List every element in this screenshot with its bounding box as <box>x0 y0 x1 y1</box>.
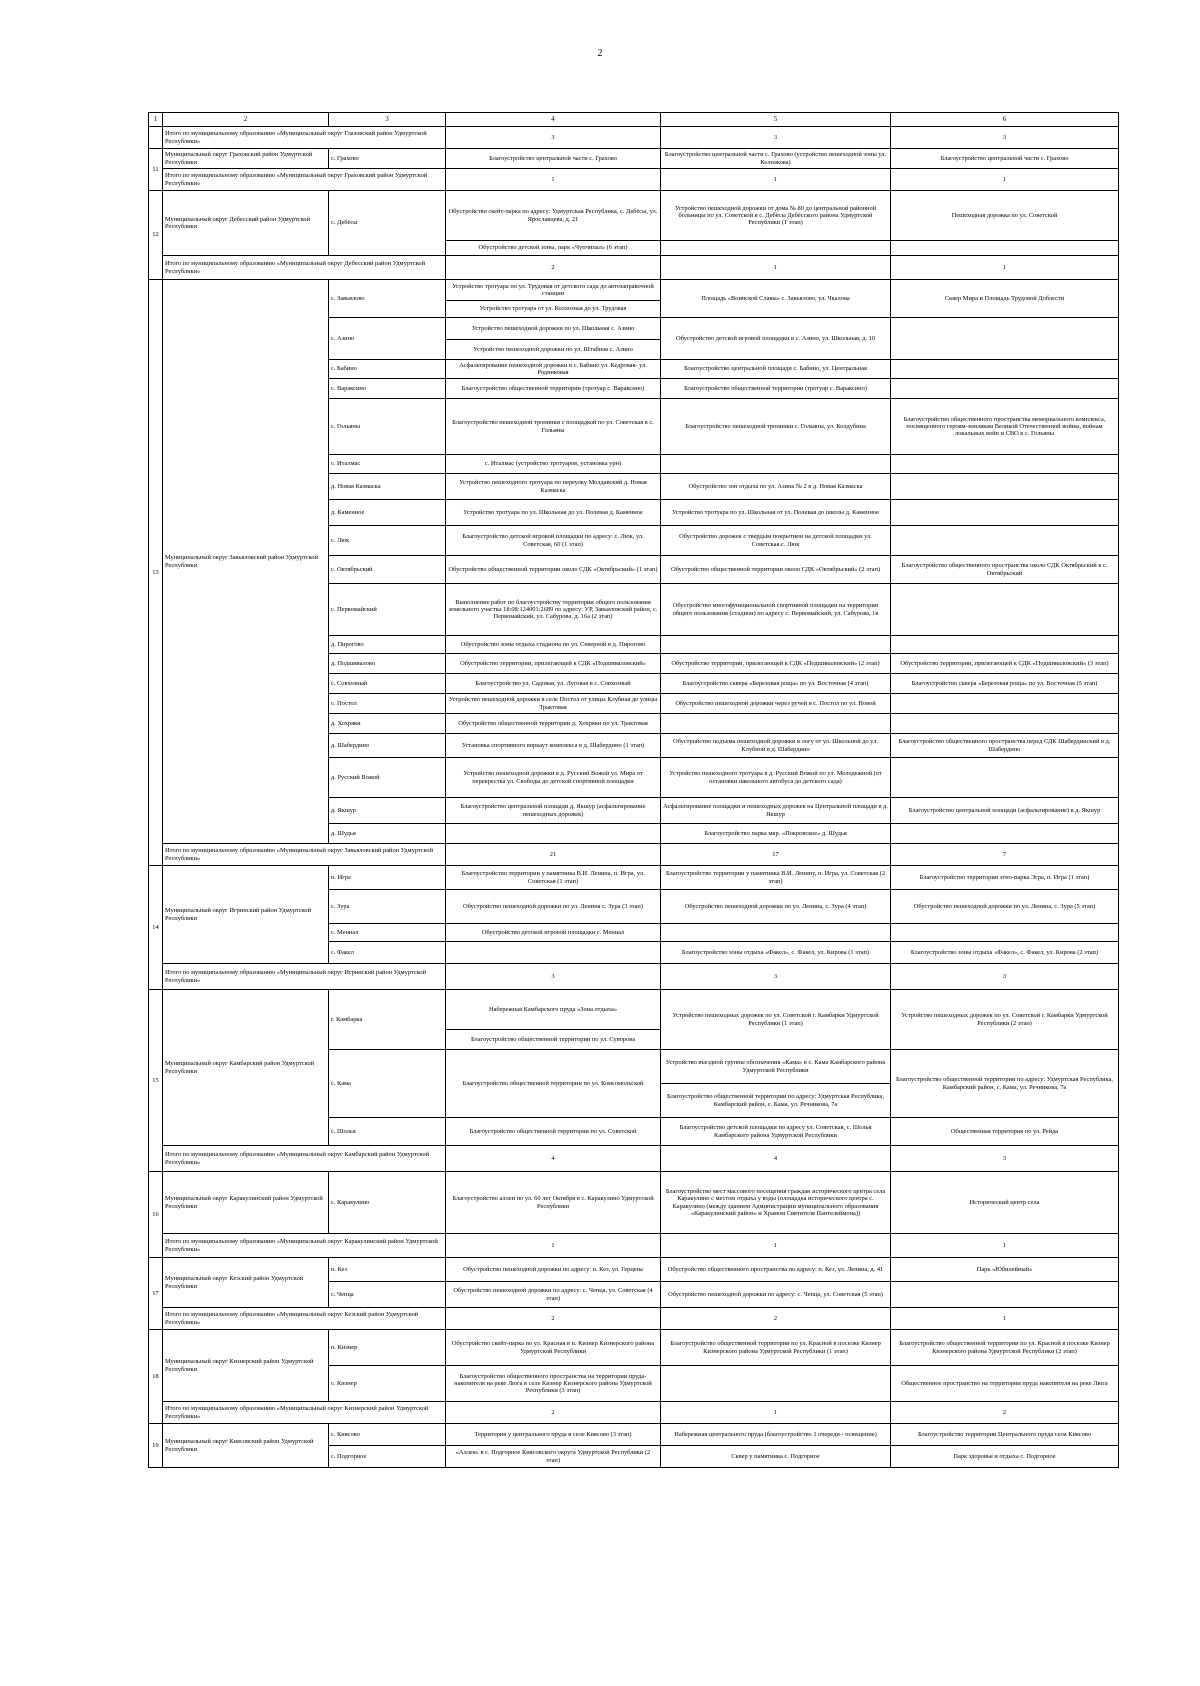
cell-col5 <box>661 455 891 474</box>
cell-col6 <box>891 758 1119 798</box>
cell-col5: Устройство пешеходных дорожек по ул. Советской г. Камбарки Удмуртской Республики (1 этап) <box>661 990 891 1050</box>
cell-col6: Исторический центр села <box>891 1172 1119 1234</box>
cell-col4: Выполнение работ по благоустройству территории общего пользования земельного участка 18:08:124001:2689 по адресу: УР, Завьяловский район, с. Первомайский, ул. Сабурова, д. 16а (2 этап) <box>446 584 661 636</box>
table-row <box>149 280 1119 301</box>
settlement-name: д. Шабердино <box>329 734 446 758</box>
cell-col6: Общественная территория по ул. Рейда <box>891 1118 1119 1146</box>
cell-col4: Благоустройство детской игровой площадки по адресу: с. Люк, ул. Советская, 60 (1 этап) <box>446 526 661 556</box>
total-row <box>149 127 1119 149</box>
cell-col5: Асфальтирование площадки и пешеходных дорожек на Центральной площади в д. Якшур <box>661 798 891 824</box>
cell-col5: 3 <box>661 964 891 990</box>
cell-col4: Устройство пешеходной дорожки по ул. Школьная с. Азино <box>446 318 661 340</box>
cell-col4: 21 <box>446 844 661 866</box>
cell-col6 <box>891 694 1119 714</box>
cell-col5: Обустройство детской игровой площадки в с. Азино, ул. Школьная, д. 10 <box>661 318 891 360</box>
cell-col6 <box>891 924 1119 942</box>
table-row <box>149 1424 1119 1446</box>
table-row <box>149 1330 1119 1366</box>
cell-col6: Обустройство территории, прилегающей к СДК «Подшиваловский» (3 этап) <box>891 654 1119 674</box>
total-row <box>149 1402 1119 1424</box>
total-row <box>149 1308 1119 1330</box>
cell-col5: Благоустройство центральной площади с. Бабино, ул. Центральная <box>661 360 891 379</box>
table-row <box>149 1258 1119 1282</box>
settlement-name: с. Октябрьский <box>329 556 446 584</box>
row-number: 12 <box>149 191 163 280</box>
cell-col6: Благоустройство зоны отдыха «Факел», с. Факел, ул. Кирова (2 этап) <box>891 942 1119 964</box>
total-row <box>149 169 1119 191</box>
cell-col5: Обустройство пешеходной дорожки через ручей в с. Постол по ул. Новой <box>661 694 891 714</box>
cell-col5: Обустройство общественного пространства по адресу: п. Кез, ул. Ленина, д. 41 <box>661 1258 891 1282</box>
cell-col4: Обустройство детской игровой площадки с. Мениал <box>446 924 661 942</box>
cell-col5 <box>661 714 891 734</box>
row-number: 17 <box>149 1258 163 1330</box>
district-name: Муниципальный округ Дебесский район Удмуртской Республики <box>163 191 329 256</box>
cell-col5: 1 <box>661 1402 891 1424</box>
row-number: 11 <box>149 149 163 191</box>
settlement-name: с. Италмас <box>329 455 446 474</box>
total-label: Итого по муниципальному образованию «Муниципальный округ Глазовский район Удмуртской Республики» <box>163 127 446 149</box>
district-name: Муниципальный округ Камбарский район Удмуртской Республики <box>163 990 329 1146</box>
cell-col5: Обустройство пешеходной дорожки по ул. Ленина, с. Зура (4 этап) <box>661 890 891 924</box>
cell-col5 <box>661 924 891 942</box>
total-label: Итого по муниципальному образованию «Муниципальный округ Камбарский район Удмуртской Республики» <box>163 1146 446 1172</box>
cell-col5: Обустройство дорожек с твердым покрытием на детской площадки ул. Советская.с. Люк <box>661 526 891 556</box>
district-name: Муниципальный округ Завьяловский район Удмуртской Республики <box>163 280 329 844</box>
total-label: Итого по муниципальному образованию «Муниципальный округ Дебесский район Удмуртской Республики» <box>163 256 446 280</box>
settlement-name: д. Каменное <box>329 500 446 526</box>
settlement-name: с. Зура <box>329 890 446 924</box>
settlement-name: с. Завьялово <box>329 280 446 318</box>
settlement-name: с. Люк <box>329 526 446 556</box>
settlement-name: с. Мениал <box>329 924 446 942</box>
cell-col4: Благоустройство общественного пространства на территории пруда-накопителя на реке Люга в селе Кизнер Кизнерского района Удмуртской Республики (3 этап) <box>446 1366 661 1402</box>
cell-col5: Благоустройство сквера «Березовая роща» по ул. Восточная (4 этап) <box>661 674 891 694</box>
settlement-name: с. Постол <box>329 694 446 714</box>
table-row <box>149 866 1119 890</box>
cell-col4: Обустройство общественной территории около СДК «Октябрьский» (1 этап) <box>446 556 661 584</box>
district-name: Муниципальный округ Кизнерский район Удмуртской Республики <box>163 1330 329 1402</box>
cell-col6: Парк здоровья и отдыха с. Подгорное <box>891 1446 1119 1468</box>
cell-col4: Благоустройство общественной территории по ул. Комсомольской <box>446 1050 661 1118</box>
total-label: Итого по муниципальному образованию «Муниципальный округ Каракулинский район Удмуртской Республики» <box>163 1234 446 1258</box>
cell-col5: Благоустройство центральной части с. Грахово (устройство пешеходной зоны ул. Колпакова) <box>661 149 891 169</box>
cell-col6: 3 <box>891 1146 1119 1172</box>
cell-col4: Обустройство скейт-парка по ул. Красная в п. Кизнер Кизнерского района Удмуртской Республики <box>446 1330 661 1366</box>
cell-col6 <box>891 584 1119 636</box>
settlement-name: с. Кизнер <box>329 1366 446 1402</box>
cell-col6 <box>891 379 1119 399</box>
cell-col5: Благоустройство мест массового посещения граждан исторического центра села Каракулино с местом отдыха у воды (площадка исторического центра с. Каракулино (между зданием Администрации муниципального образования «Каракулинский район» и Храмом Святителя Пантелеймона)) <box>661 1172 891 1234</box>
cell-col4: Благоустройство центральной площади д. Якшур (асфальтирование пешеходных дорожек) <box>446 798 661 824</box>
settlement-name: п. Кизнер <box>329 1330 446 1366</box>
settlement-name: с. Первомайский <box>329 584 446 636</box>
settlement-name: п. Кез <box>329 1258 446 1282</box>
cell-col6 <box>891 360 1119 379</box>
cell-col5: Обустройство подъема пешеходной дорожки в логу от ул. Школьной до ул. Клубной в д. Шабердино <box>661 734 891 758</box>
cell-col6: Благоустройство общественного пространства перед СДК Шабердинский в д. Шабердино <box>891 734 1119 758</box>
cell-col5: Благоустройство общественной территории по ул. Красной в поселке Кизнер Кизнерского района Удмуртской Республики (1 этап) <box>661 1330 891 1366</box>
cell-col4: Установка спортивного воркаут комплекса в д. Шабердино (1 этап) <box>446 734 661 758</box>
cell-col5: Устройство тротуара по ул. Школьная от ул. Полевая до школы д. Каменное <box>661 500 891 526</box>
cell-col5: Обустройство многофункциональной спортивной площадки на территории общего пользования (стадион) по адресу с. Первомайский, ул. Сабурова, 1в <box>661 584 891 636</box>
cell-col5: 17 <box>661 844 891 866</box>
cell-col5: 4 <box>661 1146 891 1172</box>
cell-col4: Благоустройство общественной территории по ул. Суворова <box>446 1030 661 1050</box>
settlement-name: д. Подшивалово <box>329 654 446 674</box>
row-number: 13 <box>149 280 163 866</box>
cell-col5: Площадь «Воинской Славы» с. Завьялово, ул. Чкалова <box>661 280 891 318</box>
cell-col6: 2 <box>891 1402 1119 1424</box>
cell-col6: 7 <box>891 844 1119 866</box>
settlement-name: с. Каракулино <box>329 1172 446 1234</box>
total-label: Итого по муниципальному образованию «Муниципальный округ Завьяловский район Удмуртской Республики» <box>163 844 446 866</box>
cell-col6: 3 <box>891 127 1119 149</box>
cell-col4: Устройство пешеходной дорожки в селе Постол от улицы Клубная до улицы Трактовая <box>446 694 661 714</box>
settlement-name: д. Пирогово <box>329 636 446 654</box>
cell-col6 <box>891 824 1119 844</box>
cell-col6: Пешеходная дорожка по ул. Советской <box>891 191 1119 241</box>
cell-col4: Благоустройство общественной территории по ул. Советской <box>446 1118 661 1146</box>
cell-col4: Обустройство зоны отдыха стадиона по ул. Северной в д. Пирогово <box>446 636 661 654</box>
row-number <box>149 127 163 149</box>
cell-col5: Благоустройство зоны отдыха «Факел», с. Факел, ул. Кирова (1 этап) <box>661 942 891 964</box>
cell-col6 <box>891 1282 1119 1308</box>
row-number: 18 <box>149 1330 163 1424</box>
cell-col6 <box>891 714 1119 734</box>
cell-col4: 1 <box>446 169 661 191</box>
cell-col5 <box>661 241 891 256</box>
cell-col5: Обустройство общественной территории около СДК «Октябрьский» (2 этап) <box>661 556 891 584</box>
cell-col4: «Аллея» в с. Подгорное Киясовского округа Удмуртской Республики (2 этап) <box>446 1446 661 1468</box>
cell-col6 <box>891 241 1119 256</box>
row-number: 14 <box>149 866 163 990</box>
table-row <box>149 1172 1119 1234</box>
cell-col6 <box>891 318 1119 360</box>
cell-col5: 1 <box>661 169 891 191</box>
table-row <box>149 990 1119 1030</box>
settlement-name: д. Шудья <box>329 824 446 844</box>
header-cell: 2 <box>163 113 329 127</box>
table-row <box>149 191 1119 241</box>
cell-col4: Асфальтирование пешеходной дорожки в с. Бабино ул. Кедровая- ул. Родниковая <box>446 360 661 379</box>
settlement-name: с. Чепца <box>329 1282 446 1308</box>
cell-col4: Обустройство территории, прилегающей к СДК «Подшиваловский» <box>446 654 661 674</box>
header-cell: 6 <box>891 113 1119 127</box>
total-row <box>149 1146 1119 1172</box>
settlement-name: с. Дебёсы <box>329 191 446 256</box>
header-cell: 5 <box>661 113 891 127</box>
cell-col6: Устройство пешеходных дорожек по ул. Советской г. Камбарки Удмуртской Республики (2 этап) <box>891 990 1119 1050</box>
settlement-name: с. Кама <box>329 1050 446 1118</box>
cell-col6 <box>891 636 1119 654</box>
settlement-name: д. Хохряки <box>329 714 446 734</box>
settlement-name: с. Факел <box>329 942 446 964</box>
program-table <box>148 112 1119 1468</box>
cell-col6: Благоустройство общественной территории по ул. Красной в поселке Кизнер Кизнерского района Удмуртской Республики (2 этап) <box>891 1330 1119 1366</box>
cell-col5: Благоустройство пешеходной тропинки с. Гольяны, ул. Колдубина <box>661 399 891 455</box>
cell-col5: Обустройство пешеходной дорожки по адресу: с. Чепца, ул. Советская (5 этап) <box>661 1282 891 1308</box>
cell-col6: Общественное пространство на территории пруда накопителя на реке Люга <box>891 1366 1119 1402</box>
settlement-name: с. Совхозный <box>329 674 446 694</box>
settlement-name: д. Якшур <box>329 798 446 824</box>
cell-col4: Устройство тротуара от ул. Колхозная до ул. Трудовая <box>446 301 661 318</box>
header-cell: 3 <box>329 113 446 127</box>
cell-col5: Благоустройство детской площадки по адресу ул. Советская, с. Шолья Камбарского района Удмуртской Республики <box>661 1118 891 1146</box>
cell-col6 <box>891 526 1119 556</box>
settlement-name: д. Русский Вожой <box>329 758 446 798</box>
cell-col6: Благоустройство общественного пространства около СДК Октябрьский в с. Октябрьский <box>891 556 1119 584</box>
cell-col6: Сквер Мира и Площадь Трудовой Доблести <box>891 280 1119 318</box>
cell-col4: 2 <box>446 1308 661 1330</box>
cell-col4: Обустройство общественной территории д. Хохряки по ул. Трактовая <box>446 714 661 734</box>
total-row <box>149 256 1119 280</box>
cell-col4: Благоустройство пешеходной тропинки с площадкой по ул. Советская в с. Гольяны <box>446 399 661 455</box>
cell-col4: 2 <box>446 1402 661 1424</box>
cell-col5: Устройство пешеходного тротуара в д. Русский Вожой по ул. Молодежной (от остановки школьного автобуса до детского сада) <box>661 758 891 798</box>
settlement-name: с. Вараксино <box>329 379 446 399</box>
cell-col6: 3 <box>891 964 1119 990</box>
cell-col6: Благоустройство общественной территории по адресу: Удмуртская Республика, Камбарский район, с. Кама, ул. Речникова, 7а <box>891 1050 1119 1118</box>
cell-col5: Благоустройство общественной территории (тротуар с. Вараксино) <box>661 379 891 399</box>
district-name: Муниципальный округ Кезский район Удмуртской Республики <box>163 1258 329 1308</box>
cell-col4: Набережная Камбарского пруда «Зона отдыха» <box>446 990 661 1030</box>
district-name: Муниципальный округ Киясовский район Удмуртской Республики <box>163 1424 329 1468</box>
cell-col6: 1 <box>891 1308 1119 1330</box>
cell-col4: Устройство пешеходной дорожки в д. Русский Вожой ул. Мира от перекрестка ул. Свободы до детской спортивной площадки <box>446 758 661 798</box>
cell-col6: Благоустройство общественного пространства мемориального комплекса, посвященного героям-землякам Великой Отечественной войны, войнам локальных войн и СВО в с. Гольяны <box>891 399 1119 455</box>
total-row <box>149 844 1119 866</box>
cell-col6: 1 <box>891 1234 1119 1258</box>
cell-col4: 2 <box>446 256 661 280</box>
cell-col5: 3 <box>661 127 891 149</box>
cell-col5: Благоустройство парка мкр. «Покровское» д. Шудья <box>661 824 891 844</box>
cell-col5: Благоустройство общественной территории по адресу: Удмуртская Республика, Камбарский район, с. Кама, ул. Речникова, 7а <box>661 1084 891 1118</box>
cell-col4: Благоустройство общественной территории (тротуар с. Вараксино) <box>446 379 661 399</box>
cell-col4: Благоустройство ул. Садовая, ул. Луговая в с. Совхозный <box>446 674 661 694</box>
cell-col4: Устройство пешеходной дорожки по ул. Штабная с. Азино <box>446 340 661 360</box>
cell-col4: 3 <box>446 127 661 149</box>
total-row <box>149 964 1119 990</box>
cell-col4: Благоустройство территории у памятника В.И. Ленина, п. Игра, ул. Советская (1 этап) <box>446 866 661 890</box>
cell-col4: с. Италмас (устройство тротуаров, установка урн) <box>446 455 661 474</box>
cell-col4: 4 <box>446 1146 661 1172</box>
row-number: 15 <box>149 990 163 1172</box>
cell-col5: Набережная центрального пруда (благоустройство 1 очереди - освещение) <box>661 1424 891 1446</box>
cell-col4: Обустройство детской зоны, парк «Чупчипал» (6 этап) <box>446 241 661 256</box>
cell-col4: Обустройство пешеходной дорожки по адресу: с. Чепца, ул. Советская (4 этап) <box>446 1282 661 1308</box>
settlement-name: п. Игра <box>329 866 446 890</box>
cell-col5: 1 <box>661 256 891 280</box>
cell-col4: 3 <box>446 964 661 990</box>
cell-col6: Обустройство пешеходной дорожки по ул. Ленина, с. Зура (5 этап) <box>891 890 1119 924</box>
settlement-name: с. Азино <box>329 318 446 360</box>
cell-col5: Обустройство территории, прилегающей к СДК «Подшиваловский» (2 этап) <box>661 654 891 674</box>
cell-col6 <box>891 500 1119 526</box>
table-row <box>149 149 1119 169</box>
cell-col4: Территория у центрального пруда в селе Киясово (3 этап) <box>446 1424 661 1446</box>
settlement-name: г. Камбарка <box>329 990 446 1050</box>
cell-col5: 2 <box>661 1308 891 1330</box>
settlement-name: с. Шолья <box>329 1118 446 1146</box>
cell-col4: 1 <box>446 1234 661 1258</box>
settlement-name: с. Киясово <box>329 1424 446 1446</box>
cell-col5 <box>661 1366 891 1402</box>
cell-col5: Устройство пешеходной дорожки от дома № 80 до центральной районной больницы по ул. Советской в с. Дебёсы Дебёсского района Удмуртской Республики (1 этап) <box>661 191 891 241</box>
cell-col5: 1 <box>661 1234 891 1258</box>
cell-col6: Парк «Юбилейный» <box>891 1258 1119 1282</box>
cell-col4 <box>446 942 661 964</box>
table-header-row <box>149 113 1119 127</box>
district-name: Муниципальный округ Граховский район Удмуртской Республики <box>163 149 329 169</box>
cell-col5: Сквер у памятника с. Подгорное <box>661 1446 891 1468</box>
cell-col4 <box>446 824 661 844</box>
cell-col5: Благоустройство территории у памятника В.И. Ленину, п. Игра, ул. Советская (2 этап) <box>661 866 891 890</box>
settlement-name: с. Бабино <box>329 360 446 379</box>
cell-col6: Благоустройство территории Центрального пруда села Киясово <box>891 1424 1119 1446</box>
cell-col6: Благоустройство территории этно-парка Эгра, п. Игра (1 этап) <box>891 866 1119 890</box>
cell-col4: Обустройство пешеходной дорожки по ул. Ленина с. Зура (3 этап) <box>446 890 661 924</box>
settlement-name: с. Гольяны <box>329 399 446 455</box>
cell-col6 <box>891 474 1119 500</box>
cell-col4: Обустройство скейт-парка по адресу: Удмуртская Республика, с. Дебёсы, ул. Ярославцева, д. 21 <box>446 191 661 241</box>
cell-col6: 1 <box>891 256 1119 280</box>
total-row <box>149 1234 1119 1258</box>
district-name: Муниципальный округ Игринский район Удмуртской Республики <box>163 866 329 964</box>
header-cell: 4 <box>446 113 661 127</box>
total-label: Итого по муниципальному образованию «Муниципальный округ Граховский район Удмуртской Республики» <box>163 169 446 191</box>
settlement-name: д. Новая Казмаска <box>329 474 446 500</box>
cell-col6: Благоустройство сквера «Березовая роща» по ул. Восточная (5 этап) <box>891 674 1119 694</box>
total-label: Итого по муниципальному образованию «Муниципальный округ Кезский район Удмуртской Республики» <box>163 1308 446 1330</box>
total-label: Итого по муниципальному образованию «Муниципальный округ Игринский район Удмуртской Республики» <box>163 964 446 990</box>
cell-col5 <box>661 636 891 654</box>
row-number: 19 <box>149 1424 163 1468</box>
settlement-name: с. Подгорное <box>329 1446 446 1468</box>
cell-col6 <box>891 455 1119 474</box>
settlement-name: с. Грахово <box>329 149 446 169</box>
cell-col4: Благоустройство центральной части с. Грахово <box>446 149 661 169</box>
cell-col6: 1 <box>891 169 1119 191</box>
cell-col4: Устройство тротуара по ул. Школьная до ул. Полевая д. Каменное <box>446 500 661 526</box>
district-name: Муниципальный округ Каракулинский район Удмуртской Республики <box>163 1172 329 1234</box>
row-number: 16 <box>149 1172 163 1258</box>
cell-col4: Устройство тротуара по ул. Трудовая от детского сада до автозаправочной станции <box>446 280 661 301</box>
cell-col4: Обустройство пешеходной дорожки по адресу: п. Кез, ул. Герцена <box>446 1258 661 1282</box>
cell-col6: Благоустройство центральной части с. Грахово <box>891 149 1119 169</box>
header-cell: 1 <box>149 113 163 127</box>
cell-col5: Обустройство зон отдыха по ул. Азина № 2 в д. Новая Казмаска <box>661 474 891 500</box>
cell-col6: Благоустройство центральной площади (асфальтирование) в д. Якшур <box>891 798 1119 824</box>
total-label: Итого по муниципальному образованию «Муниципальный округ Кизнерский район Удмуртской Республики» <box>163 1402 446 1424</box>
cell-col4: Устройство пешеходного тротуара по переулку Молдавский д. Новая Казмаска <box>446 474 661 500</box>
cell-col4: Благоустройство аллеи по ул. 60 лет Октября в с. Каракулино Удмуртской Республики <box>446 1172 661 1234</box>
cell-col5: Устройство въездной группы обозначения «Кама» в с. Кама Камбарского района Удмуртской Республики <box>661 1050 891 1084</box>
page-number: 2 <box>597 48 603 59</box>
